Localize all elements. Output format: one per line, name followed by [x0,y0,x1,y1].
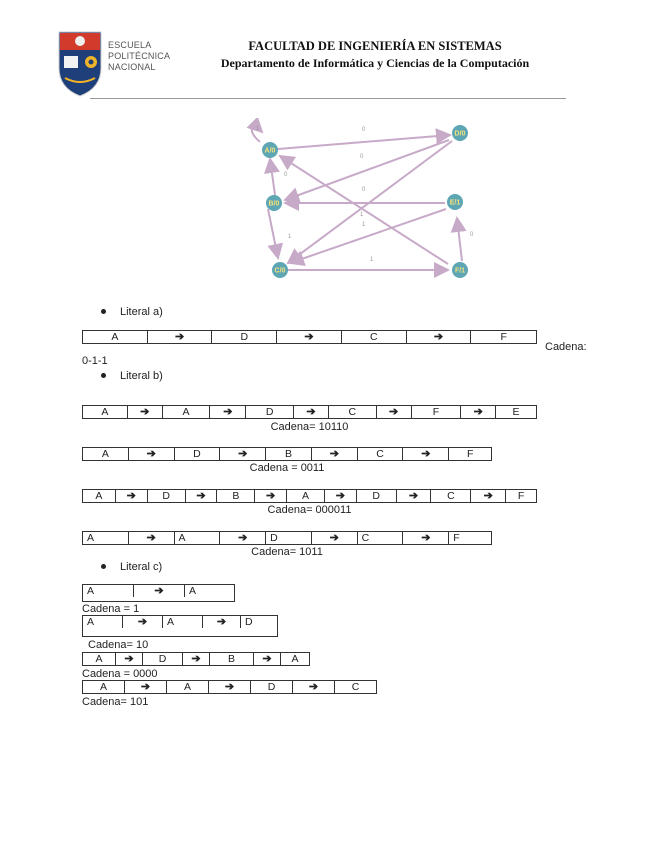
cadena-value: Cadena= 10 [88,639,149,651]
sequence-cell: F [412,406,462,418]
edge-F-A [280,156,448,264]
cadena-value: Cadena= 1011 [251,546,323,558]
sequence-cell: F [517,490,525,502]
logo-line: NACIONAL [108,62,156,72]
page-subtitle: Departamento de Informática y Ciencias de la Computación [220,56,530,70]
node-label: D/0 [454,130,466,138]
arrow-right-icon: ➔ [293,681,335,693]
arrow-right-icon: ➔ [116,653,143,665]
sequence-cell: D [251,681,293,693]
arrow-right-icon: ➔ [471,490,506,502]
cadena-label: Cadena: [545,341,587,353]
arrow-right-icon: ➔ [255,490,287,502]
sequence-cell: C [358,448,404,460]
bullet-dot-icon [101,564,106,569]
sequence-table [82,405,537,419]
edge-F-E [457,218,462,261]
bullet-label: Literal b) [120,370,163,382]
sequence-cell: B [217,490,255,502]
sequence-cell: D [148,490,186,502]
sequence-cell: D [357,490,397,502]
arrow-right-icon: ➔ [325,490,357,502]
edge-B-C [268,209,278,258]
sequence-cell: F [500,331,507,343]
edge-label: 1 [288,234,292,240]
arrow-right-icon: ➔ [294,406,329,418]
arrow-right-icon: ➔ [461,406,496,418]
sequence-cell: F [453,532,460,544]
sequence-table [82,531,492,545]
cadena-value: Cadena = 1 [82,603,140,615]
edge-labels [256,126,474,263]
sequence-cell: E [512,406,520,418]
logo-text [108,40,170,73]
sequence-cell: A [189,585,197,597]
edge-A-D [278,135,450,149]
sequence-cell: A [83,331,148,343]
sequence-cell: D [246,406,294,418]
sequence-cell: A [83,490,116,502]
edge-label: 1 [362,222,366,228]
header-divider [90,98,566,99]
sequence-cell: D [212,331,277,343]
arrow-right-icon: ➔ [312,532,358,544]
bullet-literal-b [101,370,163,382]
node-label: B/0 [268,200,280,208]
edges [252,127,462,270]
bullet-label: Literal a) [120,306,163,318]
edge-label: 0 [362,187,366,193]
arrow-right-icon: ➔ [186,490,218,502]
edge-label: 0 [360,154,364,160]
sequence-cell: C [351,681,360,693]
arrow-right-icon: ➔ [312,448,358,460]
arrow-right-icon: ➔ [403,532,449,544]
arrow-right-icon: ➔ [220,532,266,544]
arrow-right-icon: ➔ [128,406,163,418]
arrow-right-icon: ➔ [210,406,246,418]
sequence-table [82,584,235,602]
sequence-cell: A [163,406,211,418]
sequence-cell: A [287,490,325,502]
edge-B-A [270,159,275,195]
sequence-cell: A [167,681,209,693]
arrow-right-icon: ➔ [134,585,185,597]
sequence-cell: B [210,653,254,665]
edge-label: 1 [370,257,374,263]
arrow-right-icon: ➔ [220,448,266,460]
sequence-cell: D [175,448,221,460]
state-diagram [240,118,480,288]
sequence-table [82,680,377,694]
arrow-right-icon: ➔ [125,681,167,693]
sequence-cell: C [329,406,377,418]
shield-logo-icon [55,30,115,100]
arrow-right-icon: ➔ [403,448,449,460]
sequence-cell: D [143,653,183,665]
edge-label: 0 [284,172,288,178]
logo-line: ESCUELA [108,40,152,50]
arrow-right-icon: ➔ [148,331,213,343]
sequence-cell: C [431,490,471,502]
sequence-table [82,489,537,503]
node-label: C/0 [274,267,286,275]
logo-line: POLITÉCNICA [108,51,171,61]
arrow-right-icon: ➔ [209,681,251,693]
cadena-value: Cadena = 0000 [82,668,158,680]
edge-D-B [285,140,449,200]
sequence-cell: B [266,448,312,460]
edge-E-C [290,209,446,263]
sequence-cell: A [83,406,128,418]
cadena-value: Cadena = 0011 [249,462,325,474]
edge-label: 1 [256,126,260,132]
cadena-value: 0-1-1 [82,355,108,367]
arrow-right-icon: ➔ [123,616,163,628]
sequence-cell: A [83,653,116,665]
bullet-literal-c [101,561,162,573]
arrow-right-icon: ➔ [129,532,175,544]
arrow-right-icon: ➔ [183,653,210,665]
sequence-table [82,652,310,666]
cadena-value: Cadena= 10110 [270,421,349,433]
sequence-cell: A [83,616,123,628]
cadena-value: Cadena= 101 [82,696,149,708]
bullet-literal-a [101,306,163,318]
sequence-cell: D [266,532,312,544]
sequence-cell: A [291,653,299,665]
sequence-cell: A [83,448,129,460]
bullet-label: Literal c) [120,561,163,573]
sequence-cell: F [466,448,474,460]
edge-label: 1 [360,212,364,218]
arrow-right-icon: ➔ [116,490,148,502]
node-label: E/1 [449,199,461,207]
sequence-cell: D [245,616,253,628]
arrow-right-icon: ➔ [129,448,175,460]
sequence-cell: C [358,532,404,544]
edge-label: 0 [362,127,366,133]
arrow-right-icon: ➔ [407,331,472,343]
bullet-dot-icon [101,373,106,378]
sequence-cell: A [83,585,134,597]
sequence-cell: A [175,532,221,544]
node-label: F/1 [454,267,466,275]
sequence-cell: A [83,681,125,693]
edge-label: 0 [470,232,474,238]
arrow-right-icon: ➔ [203,616,241,628]
sequence-table [82,447,492,461]
arrow-right-icon: ➔ [397,490,432,502]
page-title: FACULTAD DE INGENIERÍA EN SISTEMAS [248,39,502,53]
cadena-value: Cadena= 000011 [267,504,352,516]
arrow-right-icon: ➔ [277,331,342,343]
sequence-table [82,330,537,344]
sequence-table [82,615,278,637]
bullet-dot-icon [101,309,106,314]
sequence-cell: A [83,532,129,544]
sequence-cell: A [163,616,203,628]
sequence-cell: C [342,331,407,343]
node-label: A/0 [264,147,276,155]
arrow-right-icon: ➔ [254,653,281,665]
arrow-right-icon: ➔ [377,406,412,418]
